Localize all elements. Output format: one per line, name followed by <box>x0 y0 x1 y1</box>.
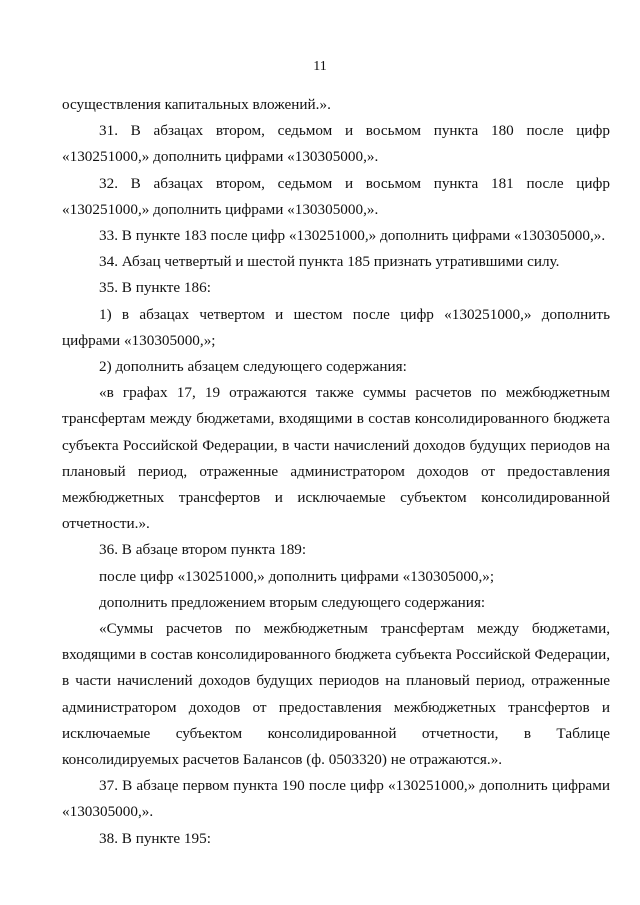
paragraph: осуществления капитальных вложений.». <box>62 96 331 113</box>
paragraph: 33. В пункте 183 после цифр «130251000,» дополнить цифрами «130305000,». <box>99 227 606 245</box>
paragraph: 35. В пункте 186: <box>99 279 211 297</box>
paragraph: 31. В абзацах втором, седьмом и восьмом пункта 180 после цифр «130251000,» дополнить цифрами «130305000,». <box>62 122 610 166</box>
document-body <box>62 92 610 852</box>
paragraph: 32. В абзацах втором, седьмом и восьмом пункта 181 после цифр «130251000,» дополнить цифрами «130305000,». <box>62 174 610 218</box>
paragraph: дополнить предложением вторым следующего содержания: <box>99 593 486 611</box>
page-number: 11 <box>313 59 327 74</box>
paragraph: 37. В абзаце первом пункта 190 после цифр «130251000,» дополнить цифрами «130305000,». <box>62 777 610 821</box>
paragraph: «в графах 17, 19 отражаются также суммы расчетов по межбюджетным трансфертам между бюджетами, входящими в состав консолидированного бюджета субъекта Российской Федерации, в части начислений доходов будущих периодов на плановый период, отраженные администратором доходов от предоставления межбюджетных трансфертов и исключаемые субъектом консолидированной отчетности.». <box>62 384 610 533</box>
paragraph: 1) в абзацах четвертом и шестом после цифр «130251000,» дополнить цифрами «130305000,»; <box>62 305 610 349</box>
paragraph: «Суммы расчетов по межбюджетным трансфертам между бюджетами, входящими в состав консолидированного бюджета субъекта Российской Федерации, в части начислений доходов будущих периодов на плановый период, отраженные администратором доходов от предоставления межбюджетных трансфертов и исключаемые субъектом консолидированной отчетности, в Таблице консолидируемых расчетов Балансов (ф. 0503320) не отражаются.». <box>62 620 610 769</box>
paragraph: 34. Абзац четвертый и шестой пункта 185 признать утратившими силу. <box>99 253 560 271</box>
paragraph: 38. В пункте 195: <box>99 829 211 847</box>
paragraph: после цифр «130251000,» дополнить цифрами «130305000,»; <box>99 567 495 585</box>
paragraph: 36. В абзаце втором пункта 189: <box>99 541 307 559</box>
paragraph: 2) дополнить абзацем следующего содержания: <box>99 358 407 376</box>
